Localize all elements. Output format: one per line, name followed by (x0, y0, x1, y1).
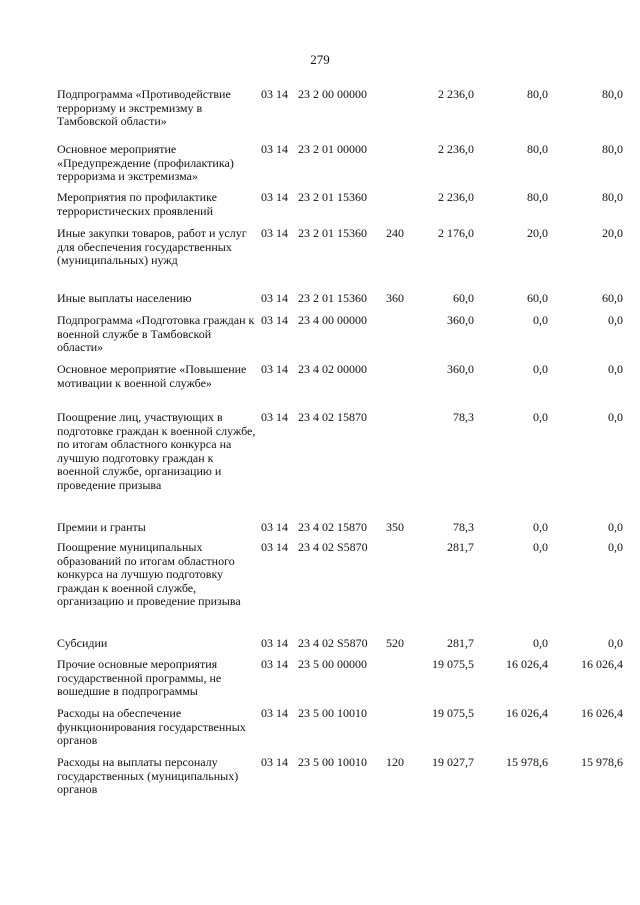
row-name: Основное мероприятие «Предупреждение (профилактика) терроризма и экстремизма» (57, 142, 234, 184)
row-value-3: 0,0 (608, 540, 623, 554)
row-value-2: 20,0 (527, 226, 548, 240)
row-value-1: 2 236,0 (438, 142, 474, 156)
row-kind: 360 (386, 291, 404, 305)
row-section: 03 14 (261, 636, 288, 650)
row-value-2: 0,0 (533, 540, 548, 554)
table-row (0, 658, 640, 707)
row-value-2: 0,0 (533, 636, 548, 650)
row-value-3: 80,0 (602, 190, 623, 204)
row-name: Поощрение муниципальных образований по итогам областного конкурса на лучшую подготовку граждан к военной службе, организацию и проведение призыва (57, 540, 241, 609)
table-row (0, 314, 640, 363)
row-name: Расходы на выплаты персоналу государственных (муниципальных) органов (57, 755, 239, 797)
row-target: 23 5 00 10010 (298, 706, 367, 720)
row-value-2: 15 978,6 (506, 755, 548, 769)
row-value-2: 80,0 (527, 142, 548, 156)
row-value-2: 0,0 (533, 520, 548, 534)
row-value-3: 0,0 (608, 362, 623, 376)
row-target: 23 5 00 00000 (298, 657, 367, 671)
row-target: 23 2 01 15360 (298, 291, 367, 305)
row-value-1: 19 075,5 (432, 706, 474, 720)
row-value-3: 60,0 (602, 291, 623, 305)
row-value-3: 15 978,6 (581, 755, 623, 769)
row-value-1: 78,3 (453, 410, 474, 424)
row-target: 23 2 01 15360 (298, 190, 367, 204)
table-row (0, 637, 640, 658)
row-section: 03 14 (261, 755, 288, 769)
row-value-2: 80,0 (527, 190, 548, 204)
row-value-1: 60,0 (453, 291, 474, 305)
row-target: 23 4 02 15870 (298, 410, 367, 424)
row-name: Иные выплаты населению (57, 291, 192, 305)
row-value-1: 2 236,0 (438, 87, 474, 101)
row-value-3: 0,0 (608, 410, 623, 424)
row-name: Подпрограмма «Подготовка граждан к военной службе в Тамбовской области» (57, 313, 255, 355)
row-value-1: 78,3 (453, 520, 474, 534)
row-target: 23 4 02 S5870 (298, 540, 368, 554)
row-value-3: 0,0 (608, 636, 623, 650)
row-section: 03 14 (261, 657, 288, 671)
row-value-2: 80,0 (527, 87, 548, 101)
row-target: 23 2 00 00000 (298, 87, 367, 101)
table-row (0, 88, 640, 143)
table-row (0, 191, 640, 227)
row-target: 23 4 02 15870 (298, 520, 367, 534)
row-kind: 120 (386, 755, 404, 769)
row-value-1: 281,7 (447, 540, 474, 554)
row-value-1: 19 027,7 (432, 755, 474, 769)
row-section: 03 14 (261, 410, 288, 424)
row-kind: 240 (386, 226, 404, 240)
row-value-3: 20,0 (602, 226, 623, 240)
row-target: 23 2 01 00000 (298, 142, 367, 156)
row-value-3: 16 026,4 (581, 657, 623, 671)
row-section: 03 14 (261, 291, 288, 305)
row-kind: 350 (386, 520, 404, 534)
row-target: 23 4 02 00000 (298, 362, 367, 376)
budget-table (0, 88, 640, 806)
row-target: 23 4 02 S5870 (298, 636, 368, 650)
row-section: 03 14 (261, 362, 288, 376)
row-name: Подпрограмма «Противодействие терроризму и экстремизму в Тамбовской области» (57, 87, 231, 129)
table-row (0, 521, 640, 541)
row-value-3: 16 026,4 (581, 706, 623, 720)
row-name: Субсидии (57, 636, 108, 650)
table-row (0, 411, 640, 521)
row-name: Иные закупки товаров, работ и услуг для обеспечения государственных (муниципальных) нужд (57, 226, 247, 268)
row-name: Расходы на обеспечение функционирования государственных органов (57, 706, 246, 748)
table-row (0, 227, 640, 292)
row-value-1: 281,7 (447, 636, 474, 650)
row-value-1: 360,0 (447, 362, 474, 376)
row-value-1: 2 176,0 (438, 226, 474, 240)
page-number: 279 (310, 52, 330, 67)
table-row (0, 363, 640, 411)
table-row (0, 143, 640, 191)
row-name: Мероприятия по профилактике террористических проявлений (57, 190, 217, 218)
row-section: 03 14 (261, 313, 288, 327)
row-target: 23 4 00 00000 (298, 313, 367, 327)
table-row (0, 541, 640, 637)
row-target: 23 2 01 15360 (298, 226, 367, 240)
row-name: Основное мероприятие «Повышение мотивации к военной службе» (57, 362, 247, 390)
row-name: Прочие основные мероприятия государственной программы, не вошедшие в подпрограммы (57, 657, 222, 699)
row-value-1: 360,0 (447, 313, 474, 327)
row-section: 03 14 (261, 190, 288, 204)
row-name: Премии и гранты (57, 520, 146, 534)
row-value-3: 80,0 (602, 87, 623, 101)
row-value-2: 0,0 (533, 362, 548, 376)
row-value-2: 16 026,4 (506, 657, 548, 671)
row-section: 03 14 (261, 540, 288, 554)
row-value-3: 0,0 (608, 313, 623, 327)
table-row (0, 707, 640, 756)
row-section: 03 14 (261, 520, 288, 534)
row-value-2: 0,0 (533, 313, 548, 327)
row-section: 03 14 (261, 226, 288, 240)
row-value-2: 60,0 (527, 291, 548, 305)
row-section: 03 14 (261, 87, 288, 101)
row-value-3: 0,0 (608, 520, 623, 534)
row-value-1: 2 236,0 (438, 190, 474, 204)
table-row (0, 292, 640, 314)
row-target: 23 5 00 10010 (298, 755, 367, 769)
row-name: Поощрение лиц, участвующих в подготовке граждан к военной службе, по итогам областного конкурса на лучшую подготовку граждан к военной службе, организацию и проведение призыва (57, 410, 256, 492)
row-value-2: 0,0 (533, 410, 548, 424)
row-value-2: 16 026,4 (506, 706, 548, 720)
row-value-1: 19 075,5 (432, 657, 474, 671)
row-value-3: 80,0 (602, 142, 623, 156)
row-kind: 520 (386, 636, 404, 650)
row-section: 03 14 (261, 142, 288, 156)
table-row (0, 756, 640, 806)
row-section: 03 14 (261, 706, 288, 720)
